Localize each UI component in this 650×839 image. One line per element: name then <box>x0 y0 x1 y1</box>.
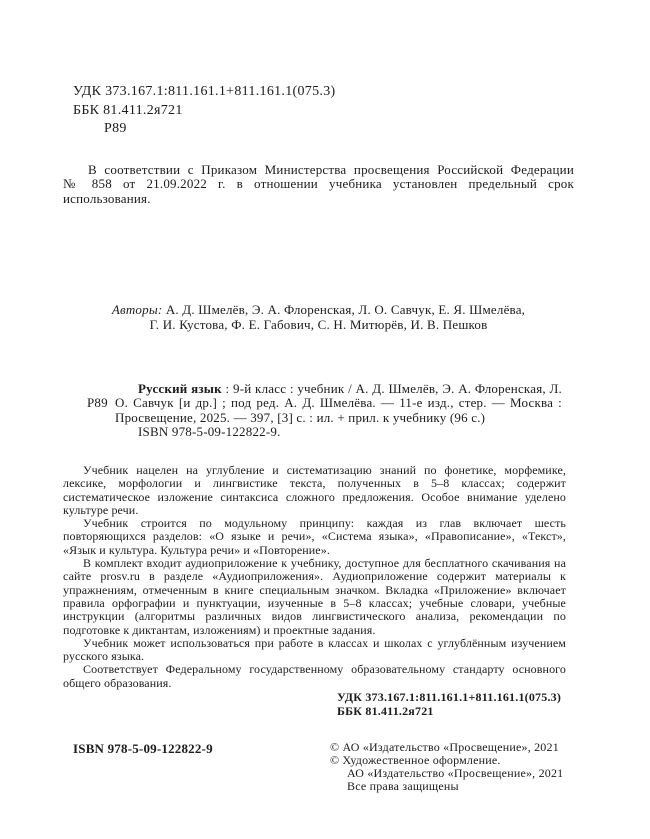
author-sign-catalog: Р89 <box>87 395 108 410</box>
top-codes-block <box>73 83 335 139</box>
copyright-line-2: © Художественное оформление. <box>330 752 501 767</box>
bbk-code-bottom: ББК 81.411.2я721 <box>337 703 434 718</box>
udk-code-bottom: УДК 373.167.1:811.161.1+811.161.1(075.3) <box>337 690 562 705</box>
author-sign-top: Р89 <box>104 121 127 137</box>
authors-line-1 <box>63 303 574 318</box>
annotation-paragraph-3: В комплект входит аудиоприложение к учебнику, доступное для бесплатного скачивания на сайте prosv.ru в разделе «Аудиоприложения». Аудиоприложение содержит материалы к упражнениям, отмеченным в книге специальным значком. Вкладка «Приложение» включает правила орфографии и пунктуации, изученные в 5–8 классах; учебные словари, учебные инструкции (алгоритмы различных видов лингвистического анализа, рекомендации по подготовке к диктантам, изложениям) и проектные задания. <box>63 556 566 637</box>
isbn-footer: ISBN 978-5-09-122822-9 <box>73 741 213 756</box>
udk-code-top: УДК 373.167.1:811.161.1+811.161.1(075.3) <box>73 84 336 99</box>
bbk-code-top: ББК 81.411.2я721 <box>73 102 183 118</box>
copyright-line-1: © АО «Издательство «Просвещение», 2021 <box>330 740 559 754</box>
catalog-isbn: ISBN 978-5-09-122822-9. <box>138 424 281 440</box>
copyright-block <box>330 741 563 793</box>
annotation-paragraph-1: Учебник нацелен на углубление и систематизацию знаний по фонетике, морфемике, лексике, морфологии и лингвистике текста, полученных в 5–8 классах; содержит систематическое изложение синтаксиса сложного предложения. Особое внимание уделено культуре речи. <box>63 463 566 517</box>
bottom-codes-block <box>63 691 566 718</box>
annotation-paragraph-2: Учебник строится по модульному принципу: каждая из глав включает шесть повторяющихся разделов: «О языке и речи», «Система языка», «Правописание», «Текст», «Язык и культура. Культура речи» и «Повторение». <box>63 516 566 557</box>
authors-block <box>63 303 574 332</box>
annotation-paragraph-4: Учебник может использоваться при работе в классах и школах с углублённым изучением русского языка. <box>63 635 566 664</box>
authors-label: Авторы: <box>111 302 163 317</box>
authors-names-1: А. Д. Шмелёв, Э. А. Флоренская, Л. О. Савчук, Е. Я. Шмелёва, <box>165 302 526 317</box>
catalog-description-text: : 9-й класс : учебник / А. Д. Шмелёв, Э. А. Флоренская, Л. О. Савчук [и др.] ; под ред. А. Д. Шмелёва. — 11-е изд., стер. — Москва : Просвещение, 2025. — 397, [3] с. : ил. + прил. к учебнику (96 с.) <box>115 381 562 425</box>
authors-line-2: Г. И. Кустова, Ф. Е. Габович, С. Н. Митюрёв, И. В. Пешков <box>149 316 488 332</box>
book-title: Русский язык <box>138 381 222 396</box>
usage-note: В соответствии с Приказом Министерства просвещения Российской Федерации № 858 от 21.09.2022 г. в отношении учебника установлен предельный срок использования. <box>63 162 574 206</box>
annotation-paragraph-5: Соответствует Федеральному государственному образовательному стандарту основного общего образования. <box>63 662 566 690</box>
catalog-description <box>115 382 562 425</box>
annotation-block <box>63 464 566 718</box>
catalog-card <box>87 381 562 440</box>
copyright-line-3: АО «Издательство «Просвещение», 2021 <box>347 765 564 780</box>
copyright-line-4: Все права защищены <box>347 778 459 793</box>
